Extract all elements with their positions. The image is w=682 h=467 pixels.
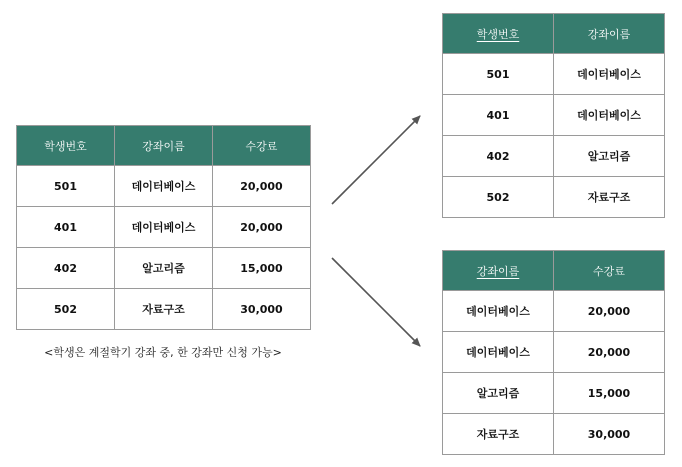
cell-student-number: 402: [17, 248, 115, 289]
arrow-to-bottom-table: [332, 258, 420, 346]
cell-course-name: 데이터베이스: [115, 166, 213, 207]
cell-course-name: 데이터베이스: [115, 207, 213, 248]
header-fee: 수강료: [213, 126, 311, 166]
cell-fee: 30,000: [213, 289, 311, 330]
cell-fee: 20,000: [213, 166, 311, 207]
header-row: [443, 251, 665, 291]
arrow-to-top-table: [332, 116, 420, 204]
cell-course-name: 알고리즘: [554, 136, 665, 177]
cell-fee: 20,000: [554, 332, 665, 373]
cell-course-name: 데이터베이스: [554, 95, 665, 136]
cell-student-number: 501: [443, 54, 554, 95]
header-row: [443, 14, 665, 54]
header-fee: 수강료: [554, 251, 665, 291]
cell-student-number: 501: [17, 166, 115, 207]
table-row: [443, 95, 665, 136]
header-student-number: 학생번호: [17, 126, 115, 166]
table-row: [443, 414, 665, 455]
cell-course-name: 알고리즘: [443, 373, 554, 414]
cell-course-name: 데이터베이스: [554, 54, 665, 95]
cell-course-name: 자료구조: [554, 177, 665, 218]
cell-course-name: 데이터베이스: [443, 291, 554, 332]
header-course-name: [443, 251, 554, 291]
table-row: [443, 373, 665, 414]
cell-student-number: 401: [443, 95, 554, 136]
table-row: [443, 332, 665, 373]
cell-course-name: 자료구조: [443, 414, 554, 455]
cell-student-number: 502: [17, 289, 115, 330]
cell-fee: 20,000: [213, 207, 311, 248]
course-fee-table: [442, 250, 665, 455]
cell-course-name: 자료구조: [115, 289, 213, 330]
cell-fee: 15,000: [554, 373, 665, 414]
table-row: [443, 177, 665, 218]
cell-course-name: 데이터베이스: [443, 332, 554, 373]
header-course-name: 강좌이름: [115, 126, 213, 166]
cell-student-number: 401: [17, 207, 115, 248]
cell-fee: 30,000: [554, 414, 665, 455]
constraint-caption: <학생은 계절학기 강좌 중, 한 강좌만 신청 가능>: [44, 346, 282, 359]
table-row: [443, 136, 665, 177]
table-row: [443, 54, 665, 95]
table-row: [443, 291, 665, 332]
header-course-name: 강좌이름: [554, 14, 665, 54]
primary-key-label: 학생번호: [476, 27, 520, 41]
cell-course-name: 알고리즘: [115, 248, 213, 289]
student-course-table: [442, 13, 665, 218]
cell-student-number: 402: [443, 136, 554, 177]
header-student-number: [443, 14, 554, 54]
primary-key-label: 강좌이름: [476, 264, 520, 278]
cell-fee: 15,000: [213, 248, 311, 289]
cell-student-number: 502: [443, 177, 554, 218]
cell-fee: 20,000: [554, 291, 665, 332]
